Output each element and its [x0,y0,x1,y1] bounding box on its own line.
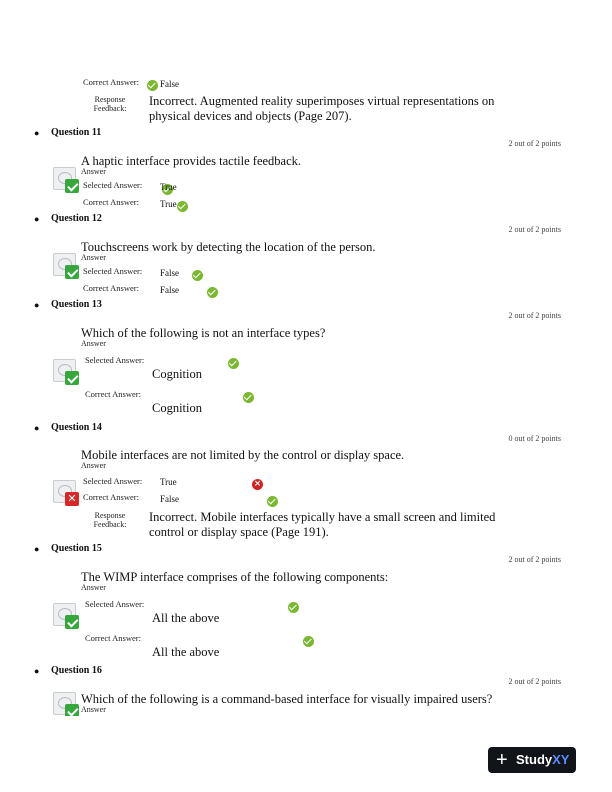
cross-icon: × [253,478,262,489]
question-text: The WIMP interface comprises of the following components: [81,570,389,584]
correct-answer-value: False [160,285,179,295]
brand-name-part2: XY [552,752,570,767]
bullet: ● [34,128,40,138]
correct-question-icon [53,603,79,629]
points: 2 out of 2 points [508,555,561,564]
points: 2 out of 2 points [508,139,561,148]
question-text: A haptic interface provides tactile feedback. [81,154,302,168]
check-icon [207,287,218,298]
brand-name-part1: Study [516,752,553,767]
points: 2 out of 2 points [508,677,561,686]
selected-answer-label: Selected Answer: [83,180,143,190]
response-label: Response [94,511,126,520]
correct-answer-value: Cognition [152,401,203,415]
selected-answer-label: Selected Answer: [85,599,145,609]
answer-label: Answer [81,583,106,592]
check-icon [192,270,203,281]
selected-answer-value: True [160,477,177,487]
bullet: ● [34,214,40,224]
question-text: Mobile interfaces are not limited by the control or display space. [81,448,405,462]
bullet: ● [34,544,40,554]
answer-label: Answer [81,339,106,348]
check-icon [288,602,299,613]
correct-question-icon [53,692,79,716]
bullet: ● [34,300,40,310]
check-icon [267,496,278,507]
correct-answer-value: All the above [152,645,220,659]
correct-question-icon [53,359,79,385]
question-title: Question 15 [51,543,102,554]
correct-question-icon [53,253,79,279]
question-title: Question 12 [51,213,102,224]
response-label: Response [94,95,126,104]
question-title: Question 11 [51,127,102,138]
selected-answer-label: Selected Answer: [83,476,143,486]
check-icon [177,201,188,212]
answer-label: Answer [81,253,106,262]
correct-answer-label: Correct Answer: [83,283,139,293]
correct-answer-label: Correct Answer: [85,633,141,643]
question-text: Which of the following is a command-based interface for visually impaired users? [81,692,493,706]
selected-answer-label: Selected Answer: [83,266,143,276]
selected-answer-value: False [160,268,179,278]
question-title: Question 14 [51,422,102,433]
incorrect-question-icon: ✕ [53,480,79,506]
plus-icon: + [496,749,508,771]
check-icon [147,80,158,91]
bullet: ● [34,666,40,676]
feedback-label: Feedback: [93,520,127,529]
check-icon [243,392,254,403]
feedback-text-line2: physical devices and objects (Page 207). [149,109,352,123]
question-title: Question 16 [51,665,102,676]
correct-answer-label: Correct Answer: [85,389,141,399]
correct-answer-label: Correct Answer: [83,77,139,87]
correct-answer-value: False [160,79,179,89]
points: 2 out of 2 points [508,311,561,320]
correct-answer-label: Correct Answer: [83,197,139,207]
answer-label: Answer [81,167,106,176]
selected-answer-value: Cognition [152,367,203,381]
question-title: Question 13 [51,299,102,310]
answer-label: Answer [81,705,106,714]
correct-answer-value: True [160,199,177,209]
correct-answer-label: Correct Answer: [83,492,139,502]
bullet: ● [34,423,40,433]
question-text: Touchscreens work by detecting the location of the person. [81,240,376,254]
answer-label: Answer [81,461,106,470]
correct-answer-value: False [160,494,179,504]
feedback-text-line1: Incorrect. Mobile interfaces typically have a small screen and limited [149,510,496,524]
feedback-text-line2: control or display space (Page 191). [149,525,329,539]
selected-answer-value: True [160,182,177,192]
selected-answer-value: All the above [152,611,220,625]
feedback-text-line1: Incorrect. Augmented reality superimposes virtual representations on [149,94,495,108]
selected-answer-label: Selected Answer: [85,355,145,365]
check-icon [303,636,314,647]
points: 2 out of 2 points [508,225,561,234]
check-icon [228,358,239,369]
correct-question-icon [53,167,79,193]
question-text: Which of the following is not an interface types? [81,326,326,340]
studyxy-logo[interactable] [488,747,576,773]
feedback-label: Feedback: [93,104,127,113]
points: 0 out of 2 points [508,434,561,443]
